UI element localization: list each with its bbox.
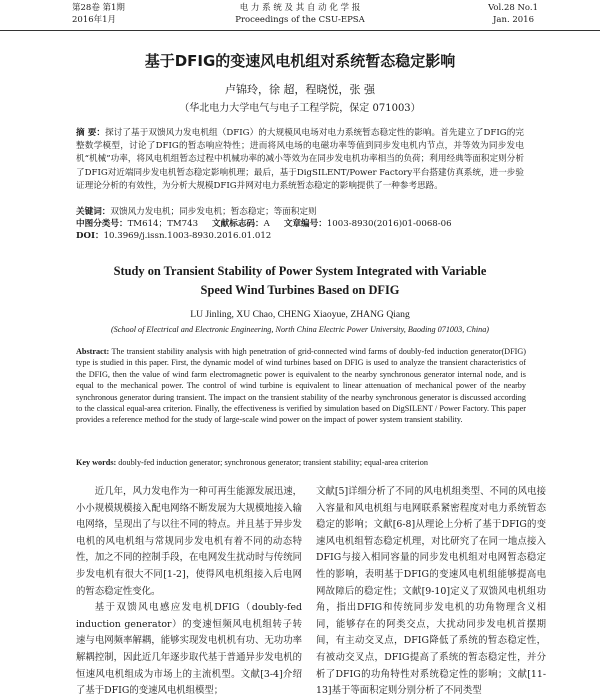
paper-title-cn: 基于DFIG的变速风电机组对系统暂态稳定影响 [144, 52, 456, 70]
doi-label: DOI： [76, 231, 104, 241]
keywords-en [76, 457, 536, 468]
abstract-cn-text: 探讨了基于双馈风力发电机组（DFIG）的大规模风电场对电力系统暂态稳定性的影响。首先建立了DFIG的完整数学模型，讨论了DFIG的暂态响应特性；进而将风电场的电磁功率等值到同步发电机内节点，并等效为同步发电机“机械”功率，将风电机组暂态过程中机械功率的减小等效为在同步发电机功率相当的负荷；利用经典等面积定则分析了DFIG对近端同步发电机暂态稳定影响机理；最后，基于DigSILENT/Power Factory平台搭建仿真系统，进一步验证理论分析的有效性，为分析大规模DFIG并网对电力系统暂态稳定的影响提供了一种参考思路。 [76, 128, 524, 191]
header-volume-en: Vol.28 No.1 [488, 3, 538, 13]
doi-line [76, 230, 526, 242]
clc-label: 中图分类号： [76, 219, 128, 229]
paper-title-en-line2: Speed Wind Turbines Based on DFIG [200, 283, 400, 297]
doc-code-label: 文献标志码： [212, 219, 264, 229]
affiliation-en: (School of Electrical and Electronic Engineering, North China Electric Power University, Baoding 071003, China) [110, 325, 490, 334]
keywords-cn-text: 双馈风力发电机；同步发电机；暂态稳定；等面积定则 [110, 207, 317, 217]
keywords-cn [76, 206, 526, 218]
article-no-label: 文章编号： [283, 219, 327, 229]
keywords-cn-label: 关键词： [76, 207, 111, 217]
body-column-right [316, 484, 546, 700]
header-date-cn: 2016年1月 [72, 15, 117, 25]
body-paragraph: 近几年，风力发电作为一种可再生能源发展迅速，小小规模规模接入配电网络不断发展为大规模地接入输电网络，呈现出了与以往不同的特点。并且基于异步发电机的风电机组与常规同步发电机有着不同的动态特性，加之不同的控制手段，在电网发生扰动时与传统同步发电机有很大不同[1-2]，使得风电机组接入后电网的暂态稳定性变化。 [76, 486, 302, 597]
keywords-en-text: doubly-fed induction generator; synchronous generator; transient stability; equal-area criterion [118, 458, 428, 467]
paper-title-en [0, 262, 600, 300]
doc-code-value: A [263, 219, 270, 229]
running-header [0, 0, 600, 31]
body-paragraph: 文献[5]详细分析了不同的风电机组类型、不同的风电接入容量和风电机组与电网联系紧密程度对电力系统暂态稳定的影响；文献[6-8]从理论上分析了基于DFIG的变速风电机组暂态稳定机理，对比研究了在同一地点接入DFIG与接入相同容量的同步发电机组对电网暂态稳定性的影响，表明基于DFIG的变速风电机组能够提高电网故障后的稳定性；文献[9-10]定义了双馈风电机组功角，指出DFIG和传统同步发电机的功角物理含义相同，能够存在的阿类交点，大扰动同步发电机首摆期间，有主动交叉点，DFIG降低了系统的暂态稳定性，有被动交叉点，DFIG提高了系统的暂态稳定性，并分析了DFIG的功角特性对系统稳定性的影响；文献[11-13]基于等面积定则分别分析了不同类型 [316, 486, 546, 697]
abstract-cn [76, 127, 524, 193]
classification-line [76, 218, 526, 230]
keywords-en-label: Key words: [76, 458, 117, 467]
abstract-cn-label: 摘 要： [76, 128, 106, 138]
abstract-en [76, 346, 526, 426]
body-column-left [76, 484, 302, 700]
header-date-en: Jan. 2016 [493, 15, 534, 25]
header-journal-cn: 电 力 系 统 及 其 自 动 化 学 报 [239, 3, 361, 13]
header-journal-en: Proceedings of the CSU-EPSA [235, 15, 365, 25]
abstract-en-label: Abstract: [76, 347, 110, 356]
body-paragraph: 基于双馈风电感应发电机DFIG（doubly-fed induction generator）的变速恒频风电机组转子转速与电网频率解耦，能够实现发电机机有功、无功功率解耦控制，因此近几年逐步取代基于普通异步发电机的恒速风电机组成为市场上的主流机型。文献[3-4]介绍了基于DFIG的变速风电机组模型； [76, 602, 302, 697]
clc-value: TM614；TM743 [127, 219, 199, 229]
abstract-en-text: The transient stability analysis with high penetration of grid-connected wind farms of doubly-fed induction generator(DFIG) type is studied in this paper. First, the dynamic model of wind turbines based on DFIG is used to analyze the transient characteristics of the DFIG, then the value of wind farm electromagnetic power is equivalent to the nearby synchronous generator internal node, and is equal to the mechanical power. The control of wind turbine is equivalent to linear attenuation of mechanical power of the nearby synchronous generator during transient. The impact on the transient stability of the nearby synchronous generator is discussed according to the classical equal-area criterion. Finally, the effectiveness is verified by simulation based on DigSILENT / Power Factory. This paper provides a reference method for the study of large-scale wind power on the impact of power system transient stability. [76, 347, 526, 425]
doi-value: 10.3969/j.issn.1003-8930.2016.01.012 [103, 231, 272, 241]
affiliation-cn: （华北电力大学电气与电子工程学院，保定 071003） [179, 103, 421, 114]
header-volume-cn: 第28卷 第1期 [72, 3, 125, 13]
article-no-value: 1003-8930(2016)01-0068-06 [326, 219, 452, 229]
authors-cn: 卢锦玲，徐 超，程晓悦，张 强 [225, 83, 375, 96]
authors-en: LU Jinling, XU Chao, CHENG Xiaoyue, ZHANG Qiang [190, 309, 410, 320]
paper-title-en-line1: Study on Transient Stability of Power System Integrated with Variable [113, 264, 487, 278]
